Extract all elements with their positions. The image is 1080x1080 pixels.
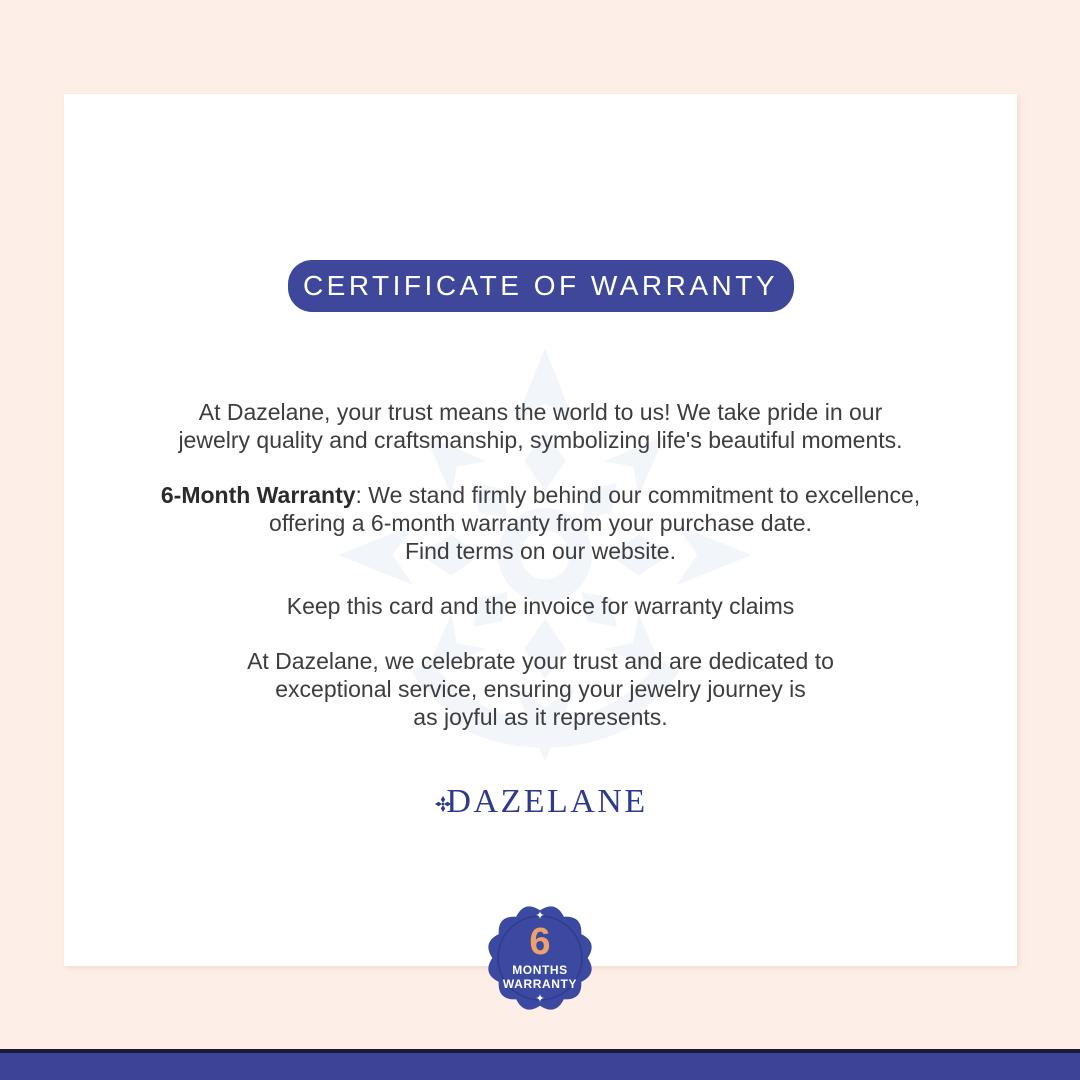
text-line: offering a 6-month warranty from your purchase date.	[269, 510, 812, 536]
brand-logo-text: DAZELANE	[446, 783, 648, 820]
warranty-line-rest: : We stand firmly behind our commitment to excellence,	[355, 482, 921, 508]
text-line: At Dazelane, your trust means the world to us! We take pride in our	[198, 399, 883, 425]
text-line: Keep this card and the invoice for warranty claims	[286, 593, 795, 619]
brand-logo	[64, 783, 1017, 821]
certificate-title-banner	[288, 260, 794, 312]
text-line: Find terms on our website.	[404, 538, 676, 564]
warranty-paragraph	[64, 481, 1017, 565]
bottom-bar	[0, 1049, 1080, 1080]
sparkle-icon: ✦	[535, 910, 545, 922]
text-line: as joyful as it represents.	[413, 704, 668, 730]
closing-paragraph	[64, 647, 1017, 731]
certificate-title: CERTIFICATE OF WARRANTY	[302, 270, 779, 301]
badge-label-warranty: WARRANTY	[502, 977, 578, 991]
intro-paragraph	[64, 398, 1017, 454]
badge-number: 6	[529, 921, 551, 963]
badge-label-months: MONTHS	[512, 963, 568, 977]
text-line: jewelry quality and craftsmanship, symbolizing life's beautiful moments.	[178, 427, 903, 453]
text-line	[64, 481, 1017, 509]
text-line: exceptional service, ensuring your jewelry journey is	[275, 676, 806, 702]
badge-content	[478, 896, 602, 1020]
warranty-bold-lead: 6-Month Warranty	[160, 482, 356, 508]
warranty-seal-badge	[478, 896, 602, 1020]
keep-card-paragraph	[64, 592, 1017, 620]
certificate-body	[64, 398, 1017, 731]
text-line: At Dazelane, we celebrate your trust and are dedicated to	[247, 648, 834, 674]
sparkle-icon: ✦	[535, 993, 545, 1005]
certificate-card	[64, 94, 1017, 966]
